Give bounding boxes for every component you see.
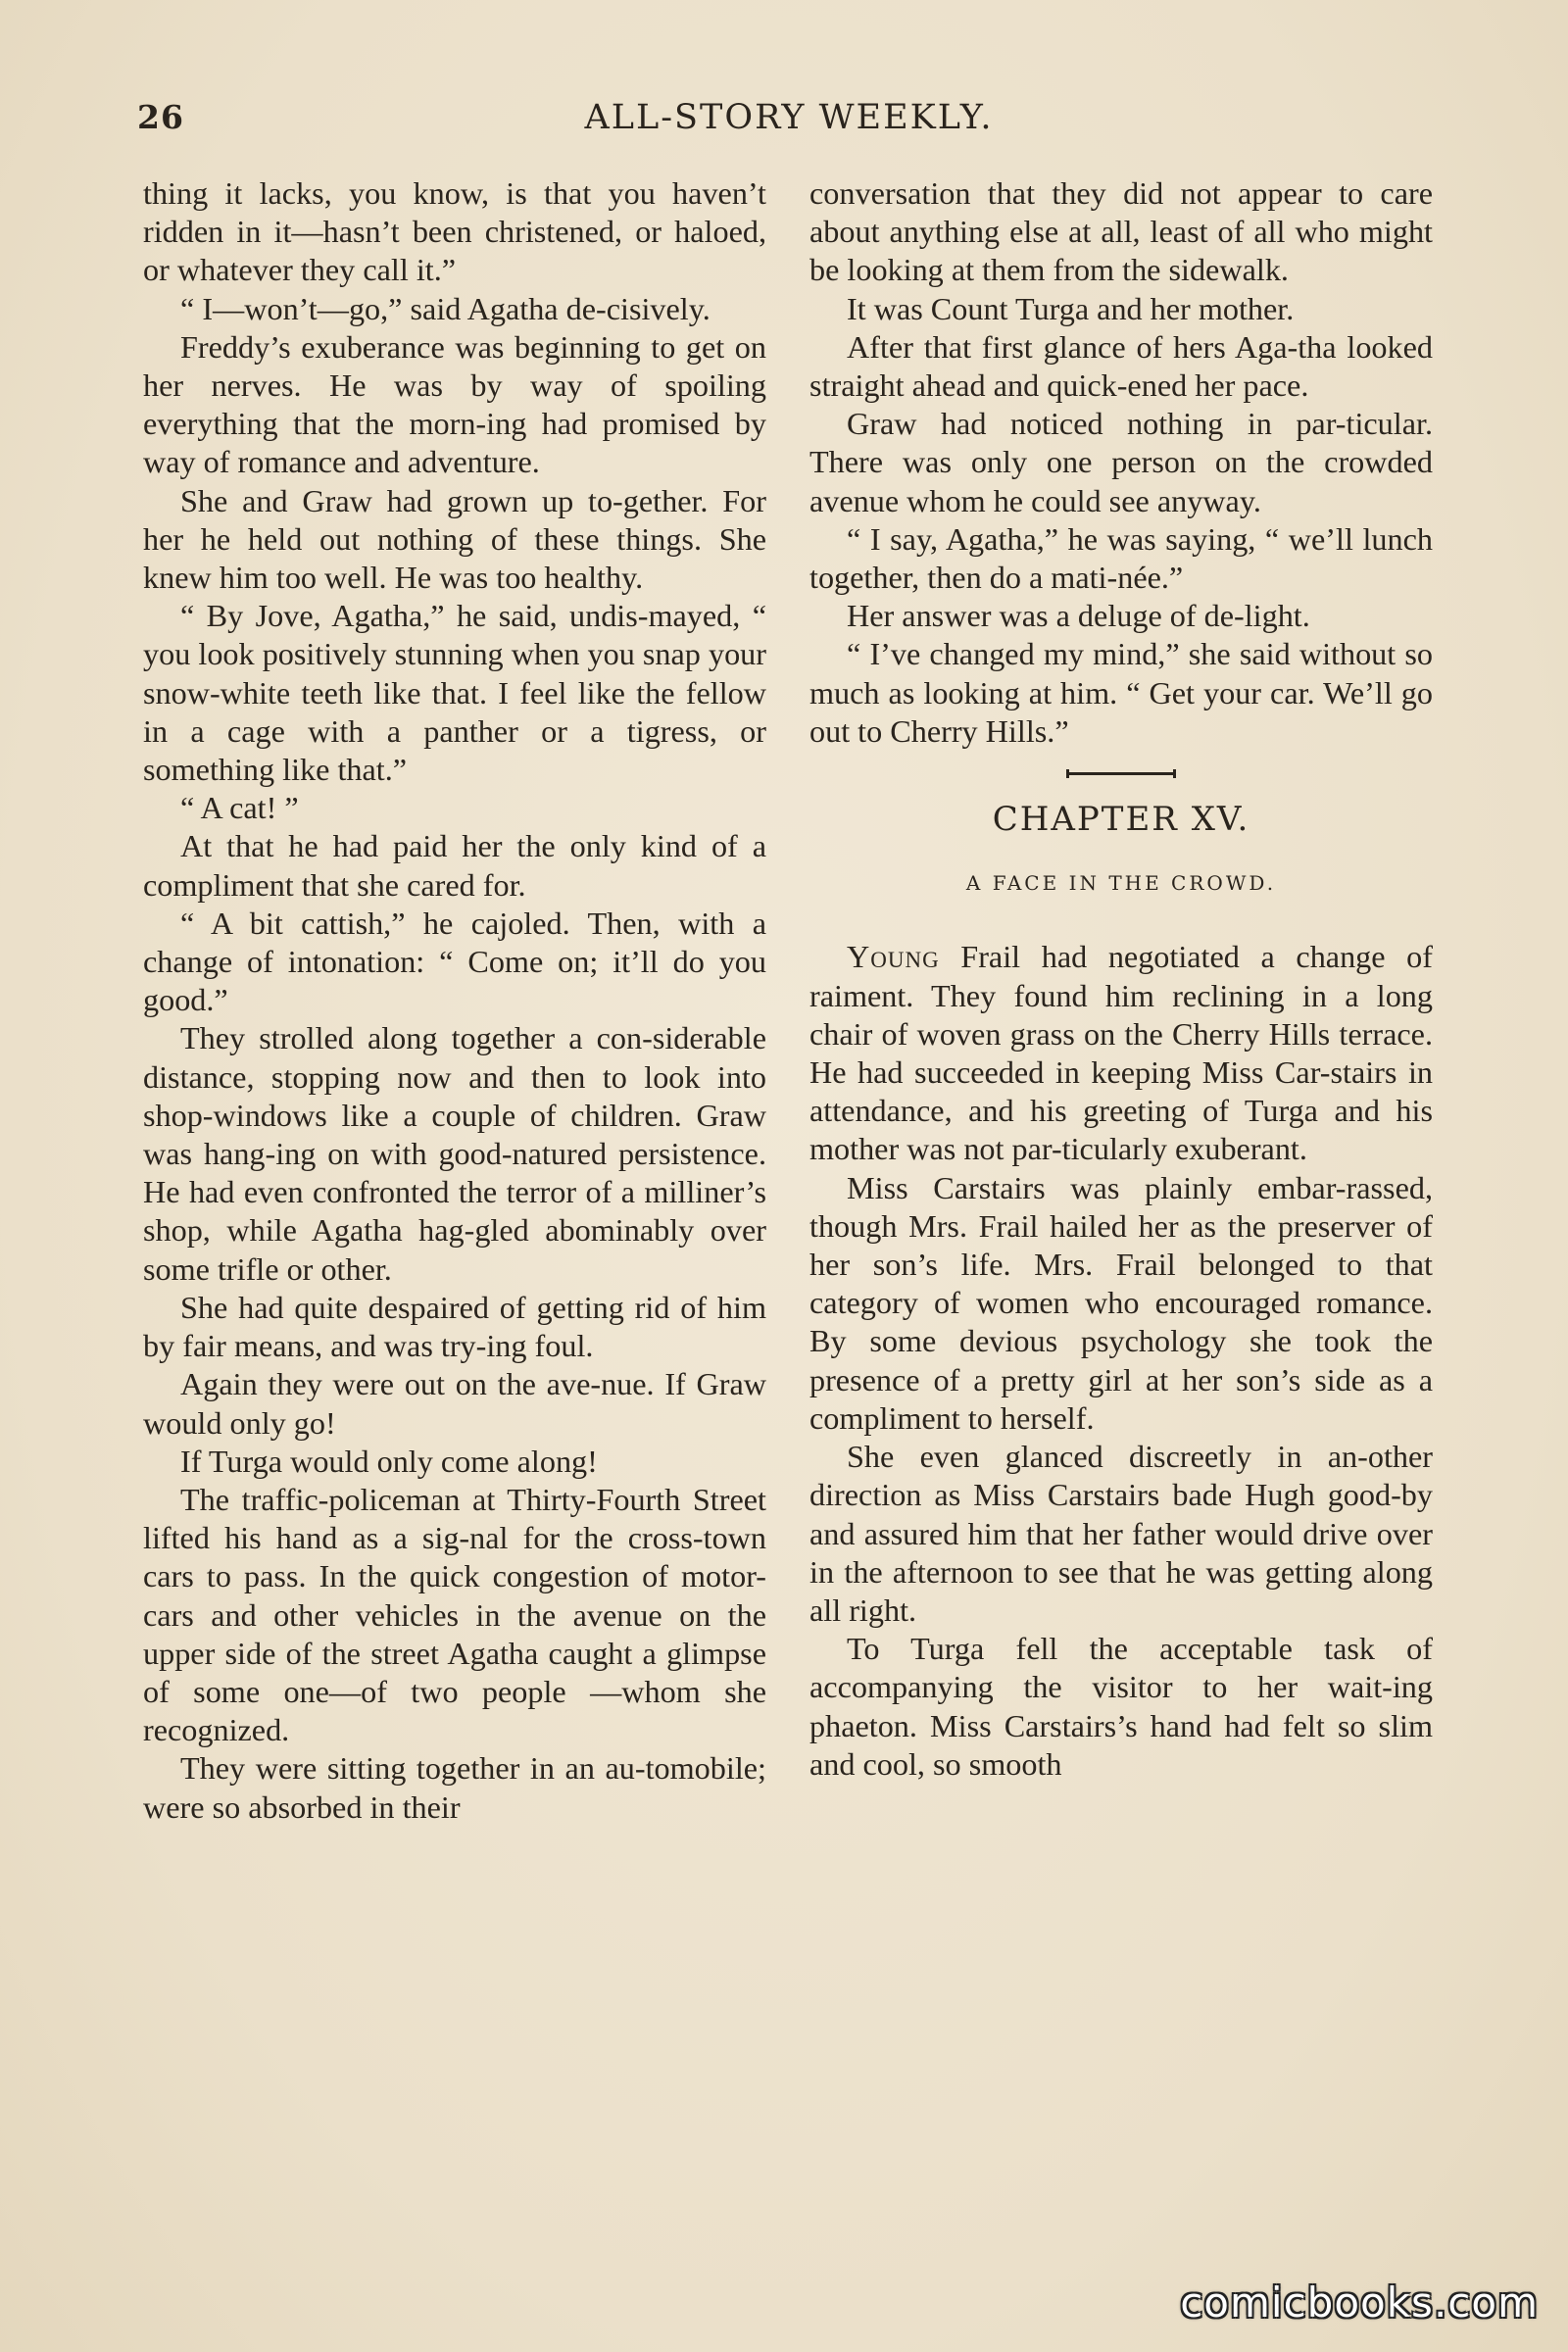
paragraph: Freddy’s exuberance was beginning to get on her nerves. He was by way of spoiling everything that the morn-ing had promised by way of romance and adventure. (143, 328, 766, 480)
left-column (143, 174, 766, 1827)
chapter-first-word: Young (847, 939, 940, 975)
running-title: ALL-STORY WEEKLY. (584, 98, 994, 137)
paragraph: “ By Jove, Agatha,” he said, undis-mayed, “ you look positively stunning when you snap your snow-white teeth like that. I feel like the fellow in a cage with a panther or a tigress, or something like that.” (143, 598, 766, 788)
chapter-first-paragraph (809, 938, 1433, 1168)
chapter-subtitle: A FACE IN THE CROWD. (965, 871, 1277, 896)
page-number: 26 (137, 98, 184, 136)
paragraph: Miss Carstairs was plainly embar-rassed, though Mrs. Frail hailed her as the preserver of her son’s life. Mrs. Frail belonged to that category of women who encouraged romance. By some devious psychology she took the presence of a pretty girl at her son’s side as a compliment to herself. (809, 1169, 1433, 1436)
paragraph: After that first glance of hers Aga-tha looked straight ahead and quick-ened her pace. (809, 328, 1433, 404)
paragraph: thing it lacks, you know, is that you haven’t ridden in it—hasn’t been christened, or haloed, or whatever they call it.” (143, 175, 766, 288)
chapter-title: CHAPTER XV. (992, 800, 1250, 840)
chapter-first-paragraph-text: Frail had negotiated a change of raiment. They found him reclining in a long chair of woven grass on the Cherry Hills terrace. He had succeeded in keeping Miss Car-stairs in attendance, and his greeting of Turga and his mother was not par-ticularly exuberant. (809, 939, 1433, 1167)
paragraph: If Turga would only come along! (180, 1443, 598, 1479)
paragraph: She and Graw had grown up to-gether. For her he held out nothing of these things. She knew him too well. He was too healthy. (143, 482, 766, 596)
paragraph: They were sitting together in an au-tomobile; were so absorbed in their (143, 1750, 766, 1825)
paragraph: At that he had paid her the only kind of a compliment that she cared for. (143, 828, 766, 903)
right-column-text-after-chapter (809, 1169, 1433, 1784)
paragraph: She had quite despaired of getting rid of him by fair means, and was try-ing foul. (143, 1289, 766, 1364)
paragraph: conversation that they did not appear to care about anything else at all, least of all who might be looking at them from the sidewalk. (809, 175, 1433, 288)
paragraph: Graw had noticed nothing in par-ticular. There was only one person on the crowded avenue whom he could see anyway. (809, 406, 1433, 518)
paragraph: They strolled along together a con-siderable distance, stopping now and then to look into shop-windows like a couple of children. Graw was hang-ing on with good-natured persistence. He had even confronted the terror of a milliner’s shop, while Agatha hag-gled abominably over some trifle or other. (143, 1020, 766, 1287)
right-column (809, 174, 1433, 1784)
paragraph: “ A bit cattish,” he cajoled. Then, with a change of intonation: “ Come on; it’ll do you good.” (143, 905, 766, 1018)
right-column-text-before-chapter (809, 174, 1433, 751)
paragraph: “ A cat! ” (180, 790, 299, 826)
section-divider-rule (1066, 772, 1176, 775)
watermark: comicbooks.com (1180, 2278, 1539, 2327)
paragraph: Her answer was a deluge of de-light. (847, 598, 1310, 634)
paragraph: “ I’ve changed my mind,” she said without so much as looking at him. “ Get your car. We’ll go out to Cherry Hills.” (809, 636, 1433, 749)
paragraph: The traffic-policeman at Thirty-Fourth Street lifted his hand as a sig-nal for the cross-town cars to pass. In the quick congestion of motor-cars and other vehicles in the avenue on the upper side of the street Agatha caught a glimpse of some one—of two people —whom she recognized. (143, 1481, 766, 1748)
paragraph: She even glanced discreetly in an-other direction as Miss Carstairs bade Hugh good-by and assured him that her father would drive over in the afternoon to see that he was getting along all right. (809, 1439, 1433, 1628)
paragraph: “ I say, Agatha,” he was saying, “ we’ll lunch together, then do a mati-née.” (809, 520, 1433, 596)
paragraph: Again they were out on the ave-nue. If Graw would only go! (143, 1366, 766, 1441)
paragraph: “ I—won’t—go,” said Agatha de-cisively. (180, 290, 710, 326)
page-header (137, 98, 1441, 157)
paragraph: It was Count Turga and her mother. (847, 290, 1295, 326)
paragraph: To Turga fell the acceptable task of accompanying the visitor to her wait-ing phaeton. Miss Carstairs’s hand had felt so slim and cool, so smooth (809, 1631, 1433, 1782)
